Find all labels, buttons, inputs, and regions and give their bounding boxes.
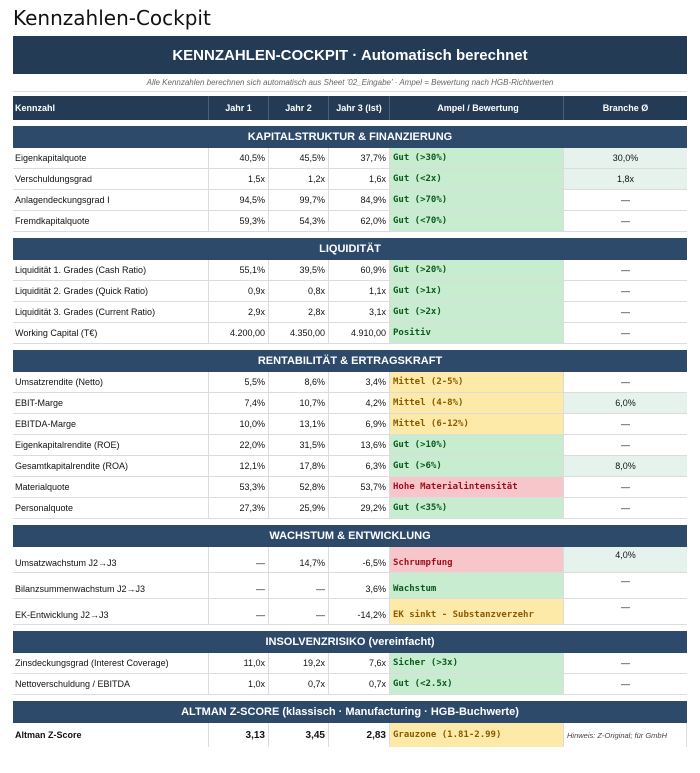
cell-kennzahl: Personalquote: [13, 498, 209, 518]
cell-kennzahl: Umsatzrendite (Netto): [13, 372, 209, 392]
cell-jahr2: 25,9%: [269, 498, 329, 518]
cell-jahr3: 4,2%: [329, 393, 390, 413]
cell-kennzahl: Liquidität 3. Grades (Current Ratio): [13, 302, 209, 322]
cell-ampel: Gut (>30%): [390, 148, 564, 168]
cell-branche: —: [621, 307, 630, 317]
cell-ampel: Gut (<2x): [390, 169, 564, 189]
col-kennzahl: Kennzahl: [13, 96, 209, 120]
cell-jahr1: 4.200,00: [209, 323, 269, 343]
cockpit-sheet: [13, 36, 687, 747]
cell-jahr1: 2,9x: [209, 302, 269, 322]
cell-kennzahl: Liquidität 2. Grades (Quick Ratio): [13, 281, 209, 301]
cell-kennzahl: Gesamtkapitalrendite (ROA): [13, 456, 209, 476]
cell-kennzahl: Altman Z-Score: [13, 723, 209, 747]
section-header: RENTABILITÄT & ERTRAGSKRAFT: [13, 350, 687, 372]
cell-jahr2: —: [269, 573, 329, 598]
cell-ampel: Gut (<70%): [390, 211, 564, 231]
cell-jahr1: 22,0%: [209, 435, 269, 455]
table-row[interactable]: [13, 435, 687, 456]
cell-jahr1: 59,3%: [209, 211, 269, 231]
cell-ampel: Mittel (4-8%): [390, 393, 564, 413]
cell-branche: 1,8x: [564, 169, 687, 189]
cell-jahr3: 6,9%: [329, 414, 390, 434]
cell-jahr1: 55,1%: [209, 260, 269, 280]
col-jahr2: Jahr 2: [269, 96, 329, 120]
cell-jahr3: 29,2%: [329, 498, 390, 518]
cell-branche: 30,0%: [564, 148, 687, 168]
section-header: KAPITALSTRUKTUR & FINANZIERUNG: [13, 126, 687, 148]
cell-jahr2: 1,2x: [269, 169, 329, 189]
table-row[interactable]: [13, 477, 687, 498]
section-header: LIQUIDITÄT: [13, 238, 687, 260]
cell-ampel: Gut (<35%): [390, 498, 564, 518]
table-row[interactable]: [13, 302, 687, 323]
cell-branche: —: [621, 419, 630, 429]
table-row[interactable]: [13, 653, 687, 674]
cell-branche: —: [621, 265, 630, 275]
cell-jahr3: 13,6%: [329, 435, 390, 455]
cell-jahr1: 0,9x: [209, 281, 269, 301]
cell-jahr1: 94,5%: [209, 190, 269, 210]
col-jahr1: Jahr 1: [209, 96, 269, 120]
cell-branche: —: [621, 440, 630, 450]
col-branche: Branche Ø: [602, 103, 649, 113]
cell-branche: —: [621, 602, 630, 612]
cell-ampel: Gut (>2x): [390, 302, 564, 322]
table-row[interactable]: [13, 148, 687, 169]
cell-jahr1: 11,0x: [209, 653, 269, 673]
cell-jahr3: 62,0%: [329, 211, 390, 231]
cell-kennzahl: Nettoverschuldung / EBITDA: [13, 674, 209, 694]
cell-jahr2: 2,8x: [269, 302, 329, 322]
cell-ampel: Gut (>6%): [390, 456, 564, 476]
cell-jahr1: 7,4%: [209, 393, 269, 413]
cell-jahr3: 4.910,00: [329, 323, 390, 343]
cell-jahr3: -6,5%: [329, 547, 390, 572]
cell-branche: 6,0%: [564, 393, 687, 413]
table-row[interactable]: [13, 547, 687, 573]
table-row[interactable]: [13, 323, 687, 344]
table-row[interactable]: [13, 573, 687, 599]
cell-jahr1: 40,5%: [209, 148, 269, 168]
cell-jahr3: -14,2%: [329, 599, 390, 624]
cell-branche: 8,0%: [564, 456, 687, 476]
cell-kennzahl: EK-Entwicklung J2→J3: [13, 599, 209, 624]
cell-hinweis: Hinweis: Z-Original; für GmbH: [564, 723, 687, 747]
cell-jahr3: 84,9%: [329, 190, 390, 210]
cell-jahr2: 3,45: [269, 723, 329, 747]
cell-jahr2: 54,3%: [269, 211, 329, 231]
cell-kennzahl: Zinsdeckungsgrad (Interest Coverage): [13, 653, 209, 673]
cell-jahr2: 19,2x: [269, 653, 329, 673]
table-row[interactable]: [13, 211, 687, 232]
table-row[interactable]: [13, 414, 687, 435]
cell-ampel: Hohe Materialintensität: [390, 477, 564, 497]
col-ampel: Ampel / Bewertung: [390, 96, 564, 120]
cell-jahr3: 1,6x: [329, 169, 390, 189]
cell-jahr1: —: [209, 547, 269, 572]
cell-ampel: Gut (>1x): [390, 281, 564, 301]
cell-jahr2: 52,8%: [269, 477, 329, 497]
cell-ampel: Gut (>70%): [390, 190, 564, 210]
page-title: Kennzahlen-Cockpit: [13, 6, 211, 30]
cell-jahr3: 1,1x: [329, 281, 390, 301]
cell-jahr2: 0,7x: [269, 674, 329, 694]
cell-jahr2: 99,7%: [269, 190, 329, 210]
table-row[interactable]: [13, 498, 687, 519]
section-header-altman: ALTMAN Z-SCORE (klassisch · Manufacturing · HGB-Buchwerte): [13, 701, 687, 723]
cell-ampel: Gut (>20%): [390, 260, 564, 280]
cell-jahr3: 37,7%: [329, 148, 390, 168]
cell-ampel: Wachstum: [390, 573, 564, 598]
cell-jahr2: 0,8x: [269, 281, 329, 301]
cell-jahr3: 7,6x: [329, 653, 390, 673]
cell-branche: —: [621, 377, 630, 387]
cell-branche: 4,0%: [564, 547, 687, 572]
cell-ampel: Positiv: [390, 323, 564, 343]
cell-ampel: Mittel (6-12%): [390, 414, 564, 434]
cell-branche: —: [621, 658, 630, 668]
cell-ampel: Gut (<2.5x): [390, 674, 564, 694]
cell-jahr1: 53,3%: [209, 477, 269, 497]
cell-jahr2: 17,8%: [269, 456, 329, 476]
cell-jahr2: 45,5%: [269, 148, 329, 168]
cell-branche: —: [621, 286, 630, 296]
col-jahr3: Jahr 3 (Ist): [329, 96, 390, 120]
cell-kennzahl: Umsatzwachstum J2→J3: [13, 547, 209, 572]
column-header-row: [13, 96, 687, 120]
cell-jahr3: 0,7x: [329, 674, 390, 694]
table-row[interactable]: [13, 393, 687, 414]
cell-kennzahl: EBIT-Marge: [13, 393, 209, 413]
cell-ampel: Grauzone (1.81-2.99): [390, 723, 564, 747]
cell-ampel: Schrumpfung: [390, 547, 564, 572]
cell-ampel: Gut (>10%): [390, 435, 564, 455]
cell-jahr3: 6,3%: [329, 456, 390, 476]
table-row[interactable]: [13, 372, 687, 393]
cell-jahr2: 14,7%: [269, 547, 329, 572]
cell-jahr2: —: [269, 599, 329, 624]
cell-kennzahl: Bilanzsummenwachstum J2→J3: [13, 573, 209, 598]
cell-kennzahl: Eigenkapitalrendite (ROE): [13, 435, 209, 455]
table-row[interactable]: [13, 169, 687, 190]
table-row[interactable]: [13, 281, 687, 302]
cell-jahr1: 10,0%: [209, 414, 269, 434]
cell-jahr3: 53,7%: [329, 477, 390, 497]
cell-branche: —: [621, 576, 630, 586]
cell-jahr3: 60,9%: [329, 260, 390, 280]
cell-jahr1: 5,5%: [209, 372, 269, 392]
cell-ampel: Sicher (>3x): [390, 653, 564, 673]
cell-jahr3: 3,1x: [329, 302, 390, 322]
cell-jahr1: 12,1%: [209, 456, 269, 476]
sheet-subtitle: Alle Kennzahlen berechnen sich automatisch aus Sheet '02_Eingabe' · Ampel = Bewertung nach HGB-Richtwerten: [13, 74, 687, 92]
section-header: WACHSTUM & ENTWICKLUNG: [13, 525, 687, 547]
section-header: INSOLVENZRISIKO (vereinfacht): [13, 631, 687, 653]
cell-jahr1: —: [209, 573, 269, 598]
cell-kennzahl: Fremdkapitalquote: [13, 211, 209, 231]
cell-branche: —: [621, 482, 630, 492]
cell-branche: —: [621, 216, 630, 226]
cell-jahr2: 13,1%: [269, 414, 329, 434]
cell-jahr3: 3,6%: [329, 573, 390, 598]
cell-jahr3: 3,4%: [329, 372, 390, 392]
cell-jahr2: 10,7%: [269, 393, 329, 413]
cell-jahr2: 8,6%: [269, 372, 329, 392]
cell-ampel: Mittel (2-5%): [390, 372, 564, 392]
cell-jahr1: 1,5x: [209, 169, 269, 189]
table-row[interactable]: [13, 599, 687, 625]
altman-row[interactable]: [13, 723, 687, 747]
table-row[interactable]: [13, 456, 687, 477]
cell-jahr1: 3,13: [209, 723, 269, 747]
cell-kennzahl: Verschuldungsgrad: [13, 169, 209, 189]
cell-branche: —: [621, 679, 630, 689]
cell-jahr1: —: [209, 599, 269, 624]
cell-branche: —: [621, 328, 630, 338]
cell-jahr2: 39,5%: [269, 260, 329, 280]
cell-kennzahl: Working Capital (T€): [13, 323, 209, 343]
cell-jahr1: 1,0x: [209, 674, 269, 694]
table-row[interactable]: [13, 260, 687, 281]
sheet-banner: KENNZAHLEN-COCKPIT · Automatisch berechnet: [13, 36, 687, 74]
cell-ampel: EK sinkt - Substanzverzehr: [390, 599, 564, 624]
cell-kennzahl: Anlagendeckungsgrad I: [13, 190, 209, 210]
cell-kennzahl: Liquidität 1. Grades (Cash Ratio): [13, 260, 209, 280]
cell-jahr1: 27,3%: [209, 498, 269, 518]
table-row[interactable]: [13, 190, 687, 211]
cell-kennzahl: Materialquote: [13, 477, 209, 497]
cell-kennzahl: EBITDA-Marge: [13, 414, 209, 434]
cell-jahr3: 2,83: [329, 723, 390, 747]
table-row[interactable]: [13, 674, 687, 695]
cell-kennzahl: Eigenkapitalquote: [13, 148, 209, 168]
cell-branche: —: [621, 503, 630, 513]
cell-jahr2: 4.350,00: [269, 323, 329, 343]
cell-jahr2: 31,5%: [269, 435, 329, 455]
cell-branche: —: [621, 195, 630, 205]
